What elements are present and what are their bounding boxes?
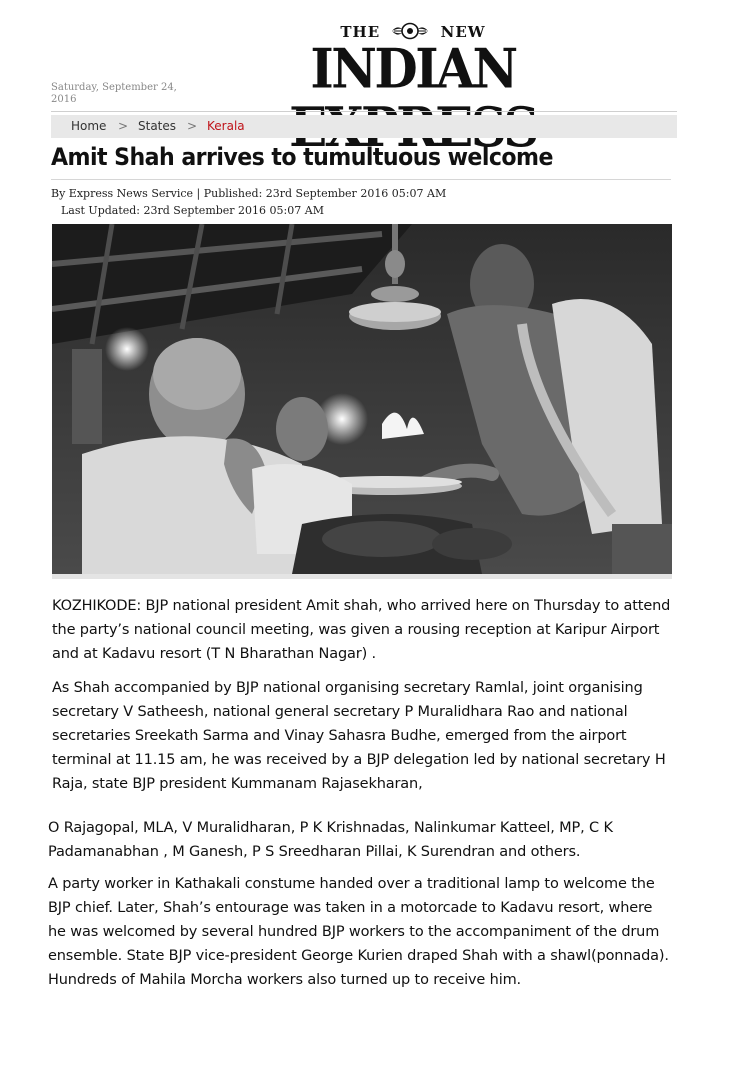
breadcrumb-states-link[interactable]: States	[138, 119, 177, 133]
header-divider	[51, 111, 677, 112]
breadcrumb-home-link[interactable]: Home	[71, 119, 107, 133]
masthead-the: THE	[340, 23, 381, 41]
article-last-updated: Last Updated: 23rd September 2016 05:07 AM	[61, 204, 324, 217]
article-paragraph: A party worker in Kathakali constume handed over a traditional lamp to welcome the BJP chief. Later, Shah’s entourage was taken in a motorcade to Kadavu resort, where he was welcomed by several hundred BJP workers to the accompaniment of the drum ensemble. State BJP vice-president George Kurien draped Shah with a shawl(ponnada). Hundreds of Mahila Morcha workers also turned up to receive him.	[48, 876, 669, 988]
edition-date: Saturday, September 24, 2016	[51, 82, 177, 105]
photo-caption-strip	[52, 574, 672, 579]
article-paragraph: As Shah accompanied by BJP national organising secretary Ramlal, joint organising secretary V Satheesh, national general secretary P Muralidhara Rao and national secretaries Sreekath Sarma and Vinay Sahasra Budhe, emerged from the airport terminal at 11.15 am, he was received by a BJP delegation led by national secretary H Raja, state BJP president Kummanam Rajasekharan,	[52, 680, 666, 792]
masthead-title: INDIAN	[310, 36, 516, 101]
breadcrumb-kerala-link[interactable]: Kerala	[207, 119, 245, 133]
article-byline: By Express News Service | Published: 23rd September 2016 05:07 AM	[51, 187, 447, 200]
article-paragraph: KOZHIKODE: BJP national president Amit shah, who arrived here on Thursday to attend the party’s national council meeting, was given a rousing reception at Karipur Airport and at Kadavu resort (T N Bharathan Nagar) .	[52, 598, 671, 662]
masthead-new: NEW	[440, 23, 486, 41]
article-photo	[52, 224, 672, 574]
breadcrumb-separator: >	[118, 119, 129, 133]
article-headline: Amit Shah arrives to tumultuous welcome	[51, 143, 553, 171]
headline-divider	[51, 179, 671, 180]
masthead-logo[interactable]	[183, 18, 643, 100]
breadcrumb	[51, 115, 677, 138]
photo-illustration	[52, 224, 672, 574]
breadcrumb-separator: >	[187, 119, 198, 133]
article-paragraph: O Rajagopal, MLA, V Muralidharan, P K Krishnadas, Nalinkumar Katteel, MP, C K Padamanabhan , M Ganesh, P S Sreedharan Pillai, K Surendran and others.	[48, 820, 613, 860]
